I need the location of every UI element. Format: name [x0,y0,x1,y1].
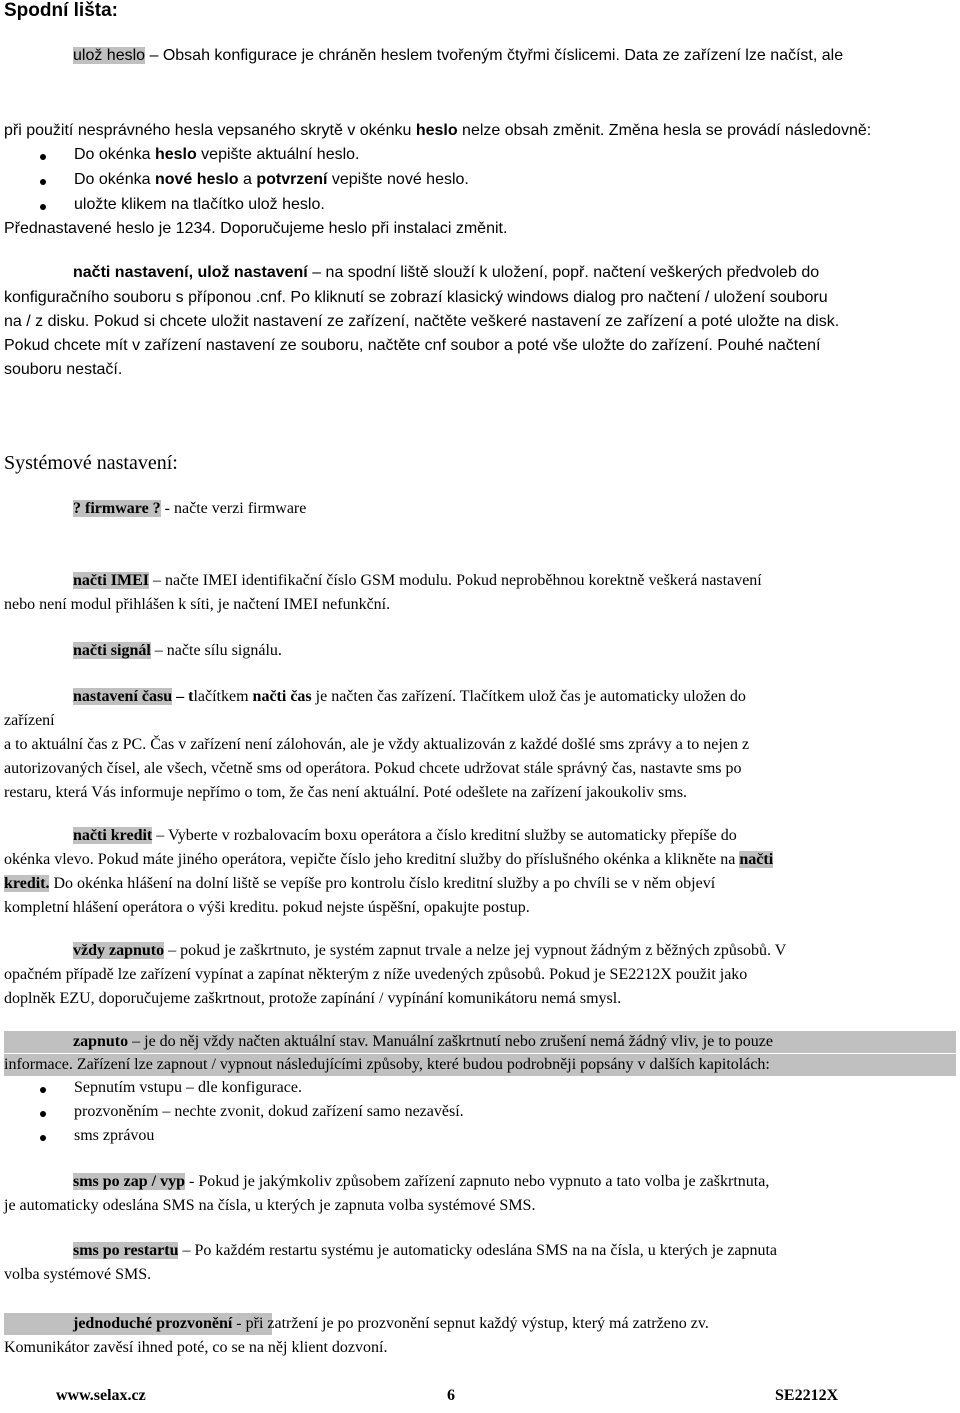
bullet-item-new-password: Do okénka nové heslo a potvrzení vepište nové heslo. [74,171,469,188]
paragraph-sms-on-off-line1: sms po zap / vyp - Pokud je jakýmkoliv způsobem zařízení zapnuto nebo vypnuto a tato volba je zaškrtnuta, [73,1173,770,1190]
paragraph-time-line1: nastavení času – tlačítkem načti čas je načten čas zařízení. Tlačítkem ulož čas je automaticky uložen do [73,688,746,705]
bullet-icon [40,1111,46,1117]
paragraph-load-save-line2: konfiguračního souboru s příponou .cnf. Po kliknutí se zobrazí klasický windows dialog pro načtení / uložení souboru [4,289,828,306]
paragraph-credit-line4: kompletní hlášení operátora o výši kreditu. pokud nejste úspěšní, opakujte postup. [4,899,530,916]
footer-page-number: 6 [447,1387,455,1404]
footer-model: SE2212X [775,1387,839,1404]
paragraph-time-line3: a to aktuální čas z PC. Čas v zařízení není zálohován, ale je vždy aktualizován z každé došlé sms zprávy a to nejen z [4,736,750,753]
paragraph-load-save-line5: souboru nestačí. [4,361,123,378]
bullet-item-sms: sms zprávou [74,1127,155,1144]
term-firmware: ? firmware ? [73,500,161,517]
paragraph-save-password-line1: ulož heslo – Obsah konfigurace je chráněn heslem tvořeným čtyřmi číslicemi. Data ze zařízení lze načíst, ale [73,47,844,64]
paragraph-sms-on-off-line2: je automaticky odeslána SMS na čísla, u kterých je zapnuta volba systémové SMS. [4,1197,536,1214]
paragraph-load-save-line3: na / z disku. Pokud si chcete uložit nastavení ze zařízení, načtěte veškeré nastavení ze zařízení a poté uložte na disk. [4,313,840,330]
term-sms-restart: sms po restartu [73,1242,179,1259]
paragraph-save-password-line2: při použití nesprávného hesla vepsaného skrytě v okénku heslo nelze obsah změnit. Změna hesla se provádí následovně: [4,122,872,139]
paragraph-default-password: Přednastavené heslo je 1234. Doporučujeme heslo při instalaci změnit. [4,220,508,237]
term-always-on: vždy zapnuto [73,942,165,959]
bullet-icon [40,179,46,185]
term-credit: načti kredit [73,827,153,844]
term-signal: načti signál [73,642,151,659]
bullet-icon [40,1135,46,1141]
paragraph-credit-line3: kredit. Do okénka hlášení na dolní liště se vepíše pro kontrolu číslo kreditní služby a po chvíli se v něm objeví [4,875,716,892]
paragraph-simple-ring-line1: jednoduché prozvonění - při zatržení je po prozvonění sepnut každý výstup, který má zatrženo zv. [73,1315,709,1332]
paragraph-load-save-line4: Pokud chcete mít v zařízení nastavení ze souboru, načtěte cnf soubor a poté vše uložte do zařízení. Pouhé načtení [4,337,821,354]
paragraph-time-line4: autorizovaných čísel, ale všech, včetně sms od operátora. Pokud chcete udržovat stále správný čas, nastavte sms po [4,760,742,777]
paragraph-imei-line1: načti IMEI – načte IMEI identifikační číslo GSM modulu. Pokud neproběhnou korektně veškerá nastavení [73,572,762,589]
bullet-item-input: Sepnutím vstupu – dle konfigurace. [74,1079,302,1096]
paragraph-time-line2: zařízení [4,712,55,729]
paragraph-imei-line2: nebo není modul přihlášen k síti, je načtení IMEI nefunkční. [4,596,391,613]
term-load-save: načti nastavení, ulož nastavení [73,264,308,281]
paragraph-credit-line2: okénka vlevo. Pokud máte jiného operátora, vepičte číslo jeho kreditní služby do příslušného okénka a klikněte na načti [4,851,774,868]
term-simple-ring: jednoduché prozvonění [73,1315,233,1332]
footer-url: www.selax.cz [56,1387,146,1404]
paragraph-credit-line1: načti kredit – Vyberte v rozbalovacím boxu operátora a číslo kreditní služby se automaticky přepíše do [73,827,737,844]
term-switched-on: zapnuto [73,1033,129,1050]
paragraph-always-on-line2: opačném případě lze zařízení vypínat a zapínat některým z níže uvedených způsobů. Pokud je SE2212X použit jako [4,966,748,983]
paragraph-always-on-line3: doplněk EZU, doporučujeme zaškrtnout, protože zapínání / vypínání komunikátoru nemá smysl. [4,990,622,1007]
paragraph-time-line5: restaru, která Vás informuje nepřímo o tom, že čas není aktuální. Poté odešlete na zařízení jakoukoliv sms. [4,784,688,801]
paragraph-sms-restart-line2: volba systémové SMS. [4,1266,152,1283]
paragraph-switched-on-line1: zapnuto – je do něj vždy načten aktuální stav. Manuální zaškrtnutí nebo zrušení nemá žádný vliv, je to pouze [73,1033,773,1050]
paragraph-sms-restart-line1: sms po restartu – Po každém restartu systému je automaticky odeslána SMS na na čísla, u kterých je zapnuta [73,1242,777,1259]
paragraph-simple-ring-line2: Komunikátor zavěsí ihned poté, co se na něj klient dozvoní. [4,1339,388,1356]
heading-bottom-bar: Spodní lišta: [4,0,118,21]
bullet-icon [40,204,46,210]
bullet-icon [40,1087,46,1093]
bullet-item-ring: prozvoněním – nechte zvonit, dokud zařízení samo nezavěsí. [74,1103,464,1120]
term-sms-on-off: sms po zap / vyp [73,1173,186,1190]
paragraph-load-save-line1: načti nastavení, ulož nastavení – na spodní liště slouží k uložení, popř. načtení veškerých předvoleb do [73,264,820,281]
term-time: nastavení času [73,688,173,705]
paragraph-switched-on-line2: informace. Zařízení lze zapnout / vypnout následujícími způsoby, které budou podrobněji popsány v dalších kapitolách: [4,1056,770,1073]
term-save-password: ulož heslo [73,47,146,64]
paragraph-always-on-line1: vždy zapnuto – pokud je zaškrtnuto, je systém zapnut trvale a nelze jej vypnout žádným z běžných způsobů. V [73,942,787,959]
paragraph-signal: načti signál – načte sílu signálu. [73,642,282,659]
bullet-item-save-click: uložte klikem na tlačítko ulož heslo. [74,196,325,213]
paragraph-firmware: ? firmware ? - načte verzi firmware [73,500,307,517]
bullet-item-current-password: Do okénka heslo vepište aktuální heslo. [74,146,360,163]
term-imei: načti IMEI [73,572,149,589]
bullet-icon [40,154,46,160]
heading-system-settings: Systémové nastavení: [4,452,178,474]
